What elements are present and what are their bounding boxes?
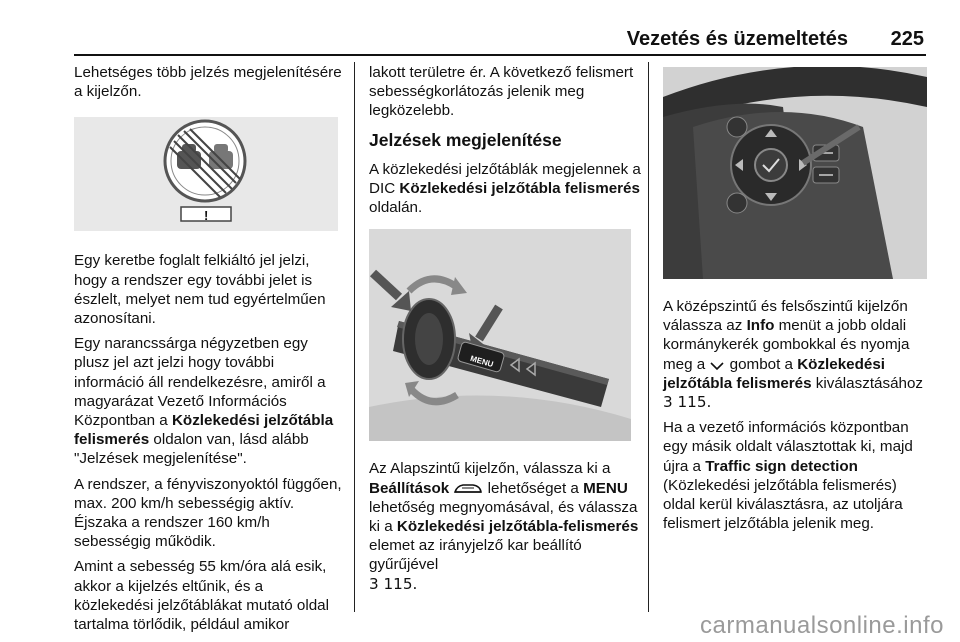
turn-signal-lever-figure — [369, 229, 631, 441]
paragraph: A középszintű és felsőszintű kijelzőn válassza az Info menüt a jobb oldali kormánykerék gombokkal és nyomja meg a gombot a Közlekedési jelzőtábla felismerés kiválasztásához 3 115. — [663, 298, 924, 412]
paragraph: lakott területre ér. A következő felismert sebességkorlátozás jelenik meg legközelebb. — [369, 64, 634, 120]
settings-car-icon — [453, 482, 483, 496]
paragraph: Az Alapszintű kijelzőn, válassza ki a Beállítások lehetőséget a MENU lehetőség megnyomásával, és válassza ki a Közlekedési jelzőtábla-felismerés elemet az irányjelző kar beállító gyűrűjével 3 115. — [369, 460, 639, 593]
column-divider — [648, 62, 649, 612]
exclamation-sign-label: ! — [204, 208, 209, 224]
page-header — [0, 0, 960, 56]
page-reference: 3 115. — [369, 574, 418, 593]
menu-button-label: MENU — [469, 354, 495, 370]
no-overtaking-end-sign-figure — [74, 117, 338, 231]
steering-wheel-controls-figure — [663, 67, 927, 279]
paragraph: Amint a sebesség 55 km/óra alá esik, akkor a kijelzés eltűnik, és a közlekedési jelzőtáblákat mutató oldal tartalma törlődik, például amikor — [74, 558, 329, 634]
column-divider — [354, 62, 355, 612]
section-heading: Jelzések megjelenítése — [369, 129, 562, 150]
paragraph: Lehetséges több jelzés megjelenítésére a kijelzőn. — [74, 64, 342, 101]
page-reference: 3 115. — [663, 393, 712, 412]
paragraph: A közlekedési jelzőtáblák megjelennek a DIC Közlekedési jelzőtábla felismerés oldalán. — [369, 160, 641, 217]
page-title: Vezetés és üzemeltetés — [626, 28, 848, 50]
watermark: carmanualsonline.info — [700, 612, 944, 639]
column-1 — [74, 63, 346, 640]
paragraph: Ha a vezető információs központban egy másik oldalt választottak ki, majd újra a Traffic sign detection (Közlekedési jelzőtábla felismerés) oldal kerül kiválasztásra, az utoljára felismert jelzőtábla jelenik meg. — [663, 419, 913, 533]
column-2 — [369, 63, 641, 600]
paragraph: Egy narancssárga négyzetben egy plusz jel azt jelzi hogy további információ áll rendelkezésre, amiről a magyarázat Vezető Információs Központban a Közlekedési jelzőtábla felismerés oldalon van, lásd alább "Jelzések megjelenítése". — [74, 335, 334, 468]
paragraph: Egy keretbe foglalt felkiáltó jel jelzi, hogy a rendszer egy további jelet is észlelt, melyet nem tud egyértelműen azonosítani. — [74, 252, 326, 328]
paragraph: A rendszer, a fényviszonyoktól függően, max. 200 km/h sebességig aktív. Éjszaka a rendszer 160 km/h sebességig működik. — [74, 475, 342, 551]
turn-signal-lever-icon — [369, 229, 631, 441]
steering-wheel-buttons-icon — [663, 67, 927, 279]
header-rule — [74, 54, 926, 56]
chevron-down-icon — [709, 360, 725, 372]
column-3 — [663, 63, 929, 539]
page-number: 225 — [890, 28, 924, 50]
